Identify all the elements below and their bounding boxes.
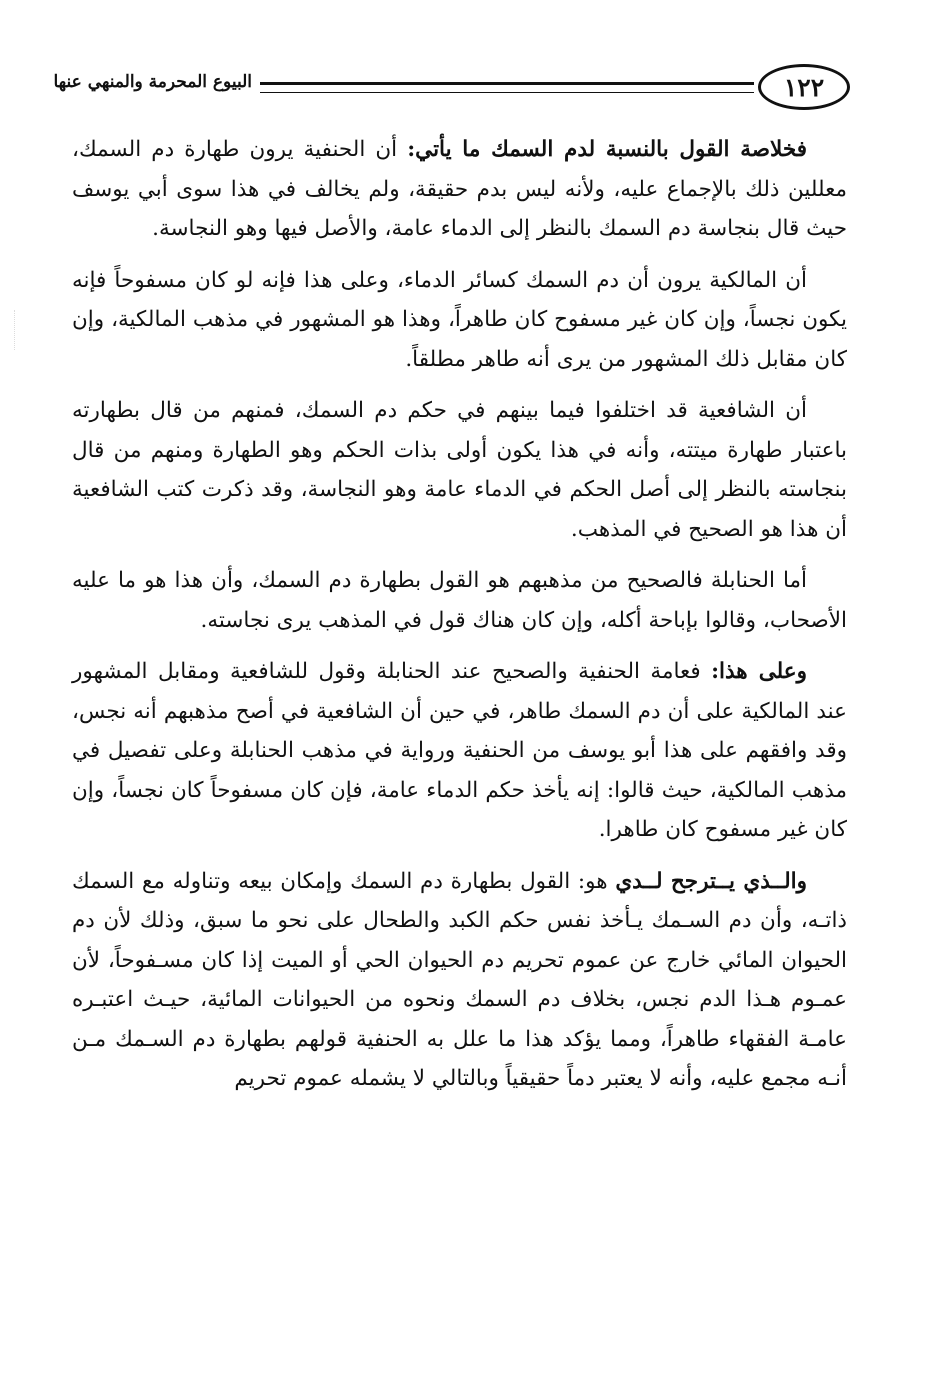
scan-artifact bbox=[0, 310, 15, 350]
paragraph-4 bbox=[72, 561, 847, 640]
paragraph-1 bbox=[72, 130, 847, 249]
paragraph-lead: والــذي يــترجح لــدي bbox=[615, 868, 808, 894]
paragraph-2 bbox=[72, 261, 847, 380]
running-title: البيوع المحرمة والمنهي عنها bbox=[53, 72, 252, 92]
header-rule bbox=[260, 82, 754, 93]
paragraph-lead: وعلى هذا: bbox=[711, 659, 807, 684]
paragraph-text: أن المالكية يرون أن دم السمك كسائر الدماء، وعلى هذا فإنه لو كان مسفوحاً فإنه يكون نجساً، وإن كان غير مسفوح كان طاهراً، وهذا هو المشهور في مذهب المالكية، وإن كان مقابل ذلك المشهور من يرى أنه طاهر مطلقاً. bbox=[72, 267, 847, 372]
paragraph-5 bbox=[72, 652, 847, 850]
paragraph-lead: فخلاصة القول بالنسبة لدم السمك ما يأتي: bbox=[407, 137, 807, 162]
paragraph-text: هو: القول بطهارة دم السمك وإمكان بيعه وتناوله مع السمك ذاتـه، وأن دم السـمك يـأخذ نفس حكم الكبد والطحال على نحو ما سبق، وذلك لأن دم الحيوان المائي خارج عن عموم تحريم دم الحيوان الحي أو الميت إذا كان مسـفوحاً، لأن عمـوم هـذا الدم نجس، بخلاف دم السمك ونحوه من الحيوانات المائية، حيـث اعتبـره عامـة الفقهاء طاهراً، ومما يؤكد هذا ما علل به الحنفية قولهم بطهارة دم السـمك مـن أنـه مجمع عليه، وأنه لا يعتبر دماً حقيقياً وبالتالي لا يشمله عموم تحريم bbox=[72, 868, 847, 1091]
page-header bbox=[53, 62, 850, 114]
page-body bbox=[72, 130, 847, 1111]
page-number-text: ١٢٢ bbox=[783, 72, 825, 102]
paragraph-text: أما الحنابلة فالصحيح من مذهبهم هو القول بطهارة دم السمك، وأن هذا هو ما عليه الأصحاب، وقالوا بإباحة أكله، وإن كان هناك قول في المذهب يرى نجاسته. bbox=[72, 568, 847, 633]
page-number bbox=[758, 64, 850, 110]
paragraph-text: أن الحنفية يرون طهارة دم السمك، معللين ذلك بالإجماع عليه، ولأنه ليس بدم حقيقة، ولم يخالف في هذا سوى أبي يوسف حيث قال بنجاسة دم السمك بالنظر إلى الدماء عامة، والأصل فيها وهو النجاسة. bbox=[72, 137, 847, 241]
paragraph-text: فعامة الحنفية والصحيح عند الحنابلة وقول للشافعية ومقابل المشهور عند المالكية على أن دم السمك طاهر، في حين أن الشافعية في أصح مذهبهم أنه نجس، وقد وافقهم على هذا أبو يوسف من الحنفية ورواية في مذهب الحنابلة وعلى تفصيل في مذهب المالكية، حيث قالوا: إنه يأخذ حكم الدماء عامة، فإن كان مسفوحاً كان نجساً، وإن كان غير مسفوح كان طاهرا. bbox=[72, 659, 847, 842]
paragraph-text: أن الشافعية قد اختلفوا فيما بينهم في حكم دم السمك، فمنهم من قال بطهارته باعتبار طهارة ميتته، وأنه في هذا يكون أولى بذات الحكم وهو الطهارة ومنهم من قال بنجاسته بالنظر إلى أصل الحكم في الدماء عامة وهو النجاسة، وقد ذكرت كتب الشافعية أن هذا هو الصحيح في المذهب. bbox=[72, 398, 847, 542]
paragraph-6 bbox=[72, 862, 847, 1099]
paragraph-3 bbox=[72, 391, 847, 549]
